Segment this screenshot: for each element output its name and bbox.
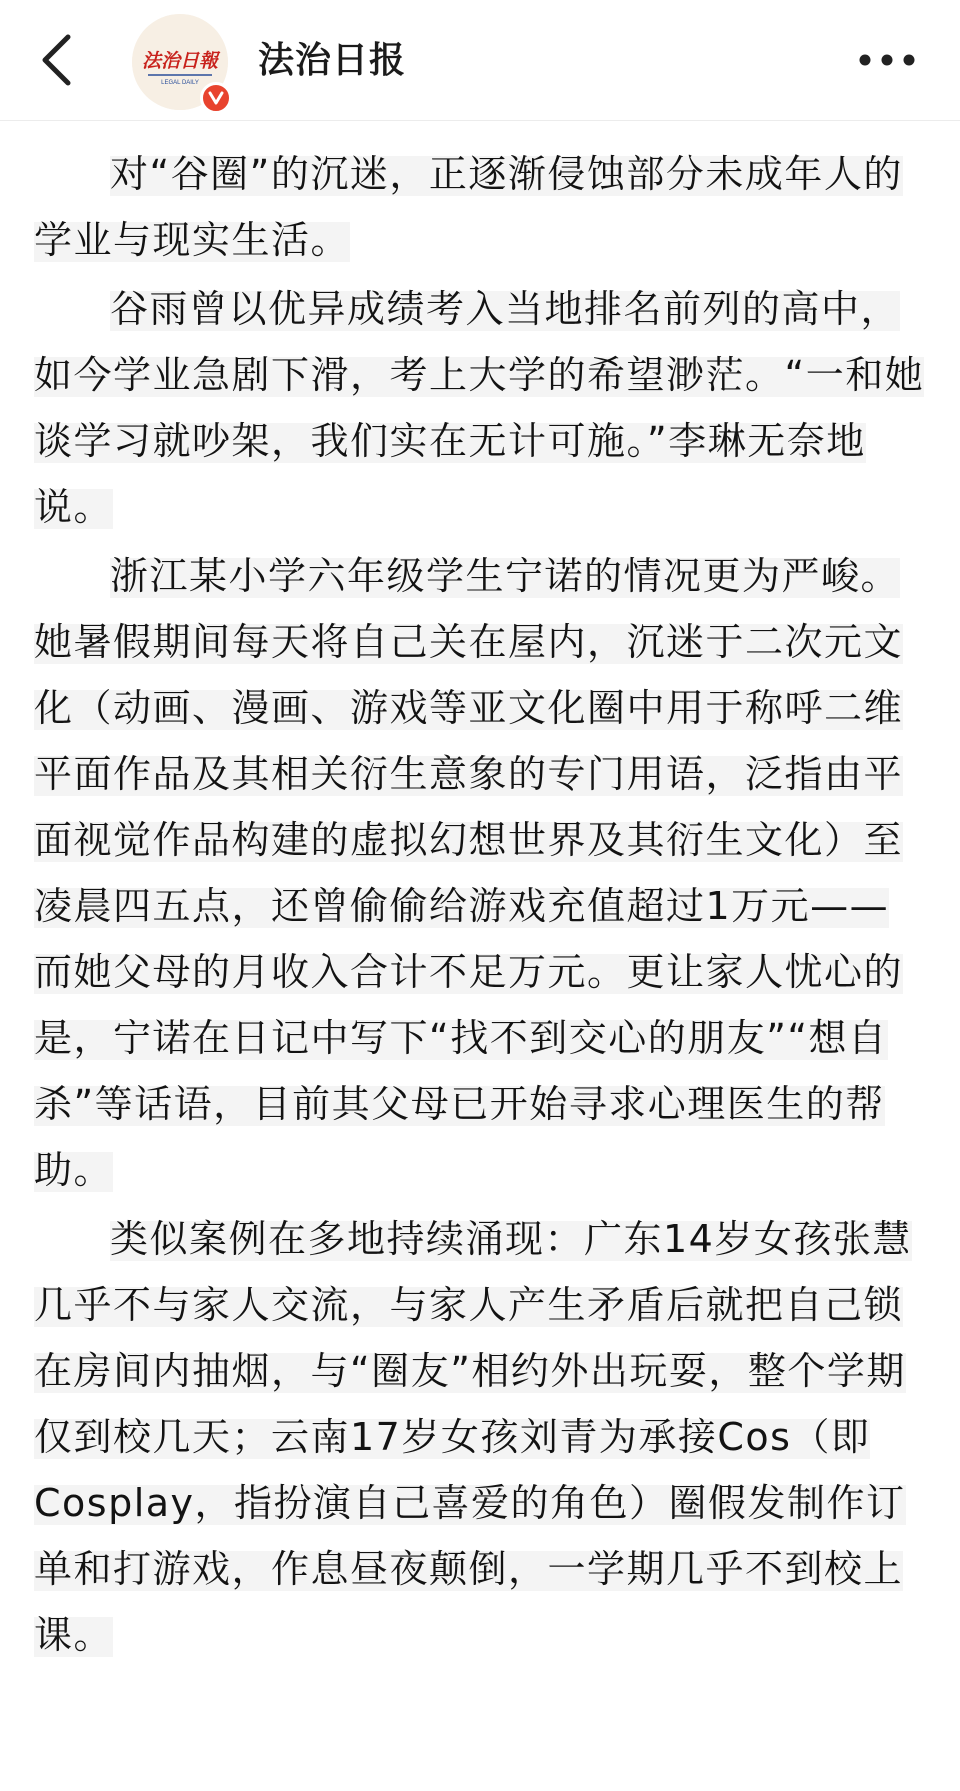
more-options-button[interactable] (852, 40, 922, 80)
article-paragraph (34, 1206, 926, 1668)
ellipsis-icon (857, 53, 917, 67)
paragraph-text: 浙江某小学六年级学生宁诺的情况更为严峻。她暑假期间每天将自己关在屋内，沉迷于二次元文化（动画、漫画、游戏等亚文化圈中用于称呼二维平面作品及其相关衍生意象的专门用语，泛指由平面视觉作品构建的虚拟幻想世界及其衍生文化）至凌晨四五点，还曾偷偷给游戏充值超过1万元——而她父母的月收入合计不足万元。更让家人忧心的是，宁诺在日记中写下“找不到交心的朋友”“想自杀”等话语，目前其父母已开始寻求心理医生的帮助。 (34, 554, 904, 1192)
article-paragraph (34, 276, 926, 540)
account-name[interactable]: 法治日报 (258, 39, 407, 80)
article-paragraph (34, 543, 926, 1203)
chevron-left-icon (39, 33, 73, 87)
paragraph-text: 类似案例在多地持续涌现：广东14岁女孩张慧几乎不与家人交流，与家人产生矛盾后就把自己锁在房间内抽烟，与“圈友”相约外出玩耍，整个学期仅到校几天；云南17岁女孩刘青为承接Cos（即Cosplay，指扮演自己喜爱的角色）圈假发制作订单和打游戏，作息昼夜颠倒，一学期几乎不到校上课。 (34, 1217, 912, 1657)
account-avatar[interactable] (130, 10, 234, 114)
article-paragraph (34, 141, 926, 273)
article-body (34, 141, 926, 1668)
verified-badge (200, 82, 232, 114)
top-navigation-bar (0, 0, 960, 121)
back-button[interactable] (28, 22, 84, 98)
logo-text: 法治日報 (141, 51, 219, 72)
verified-v-icon (208, 90, 224, 106)
logo-subtext: LEGAL DAILY (161, 80, 199, 86)
paragraph-text: 谷雨曾以优异成绩考入当地排名前列的高中，如今学业急剧下滑，考上大学的希望渺茫。“一和她谈学习就吵架，我们实在无计可施。”李琳无奈地说。 (34, 287, 925, 529)
paragraph-text: 对“谷圈”的沉迷，正逐渐侵蚀部分未成年人的学业与现实生活。 (34, 152, 903, 262)
